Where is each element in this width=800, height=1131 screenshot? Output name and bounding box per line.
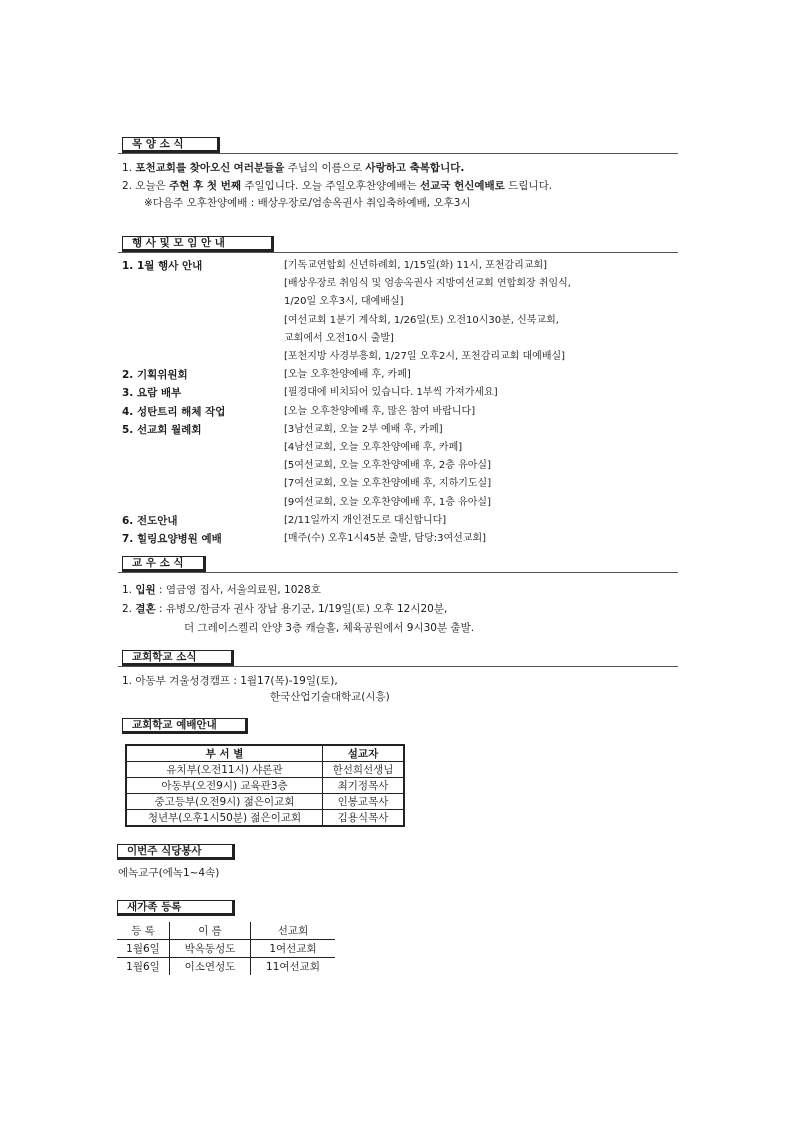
event-label: 4. 성탄트리 해체 작업 [122, 405, 226, 418]
table-header-row [117, 922, 335, 940]
event-detail-line: [7여선교회, 오늘 오후찬양예배 후, 지하기도실] [284, 478, 492, 490]
item-text: : 염금영 집사, 서울의료원, 1028호 [159, 584, 321, 596]
mokyang-note: ※다음주 오후찬양예배 : 배상우장로/엄송옥권사 취임축하예배, 오후3시 [144, 197, 471, 209]
section-rule [118, 572, 678, 573]
table-row [117, 940, 335, 958]
text-bold: 사랑하고 축복합니다. [365, 162, 465, 174]
event-detail-line: [기독교연합회 신년하례회, 1/15일(화) 11시, 포천감리교회] [284, 260, 548, 271]
text-bold: 주현 후 첫 번째 [169, 180, 241, 192]
gyowoo-item-2 [122, 602, 447, 616]
gyowoo-item-1 [122, 583, 321, 597]
item-label: 결혼 [135, 603, 156, 615]
event-detail-line: [2/11일까지 개인전도로 대신합니다] [284, 514, 447, 526]
mokyang-item-2 [122, 179, 552, 193]
table-row [126, 810, 404, 827]
cell-date: 1월6일 [117, 940, 170, 958]
table-header-name: 이 름 [170, 922, 251, 940]
table-row [126, 778, 404, 794]
section-header-worship: 교회학교 예배안내 [122, 718, 248, 734]
item-number: 2. [122, 603, 133, 615]
item-number: 1. [122, 584, 133, 596]
table-row [117, 958, 335, 976]
item-number: 2. [122, 180, 133, 192]
text-bold: 여러분들을 [233, 162, 285, 174]
text: 드립니다. [508, 180, 553, 192]
table-row [126, 794, 404, 810]
event-detail-line: [9여선교회, 오늘 오후찬양예배 후, 1층 유아실] [284, 496, 491, 508]
table-header-group: 선교회 [251, 922, 336, 940]
section-header-school-news: 교회학교 소식 [122, 650, 234, 666]
cell-department: 아동부(오전9시) 교육관3층 [126, 778, 323, 794]
table-header-preacher: 설교자 [323, 745, 405, 762]
cell-date: 1월6일 [126, 961, 160, 973]
school-news-line-2: 한국산업기술대학교(시흥) [270, 691, 390, 703]
event-detail-line: [4남선교회, 오늘 오후찬양예배 후, 카페] [284, 442, 463, 453]
section-rule [118, 666, 678, 667]
section-header-kitchen: 이번주 식당봉사 [117, 844, 235, 860]
section-header-newfamily: 새가족 등록 [117, 900, 235, 916]
mokyang-item-1 [122, 161, 464, 175]
cell-group: 1여선교회 [251, 940, 336, 958]
school-news-line-1: 1. 아동부 겨울성경캠프 : 1월17(목)-19일(토), [122, 675, 338, 687]
section-rule [118, 252, 678, 253]
cell-preacher: 인봉교목사 [323, 794, 405, 810]
event-detail-line: [3남선교회, 오늘 2부 예배 후, 카페] [284, 423, 443, 435]
event-detail-line: [필경대에 비치되어 있습니다. 1부씩 가져가세요] [284, 387, 498, 399]
section-header-gyowoo: 교 우 소 식 [122, 556, 206, 572]
event-label: 7. 힐링요양병원 예배 [122, 533, 222, 545]
event-detail-line: [여선교회 1분기 계삭회, 1/26일(토) 오전10시30분, 신북교회, [284, 314, 559, 326]
table-row [126, 762, 404, 778]
text: 주님의 이름으로 [287, 162, 363, 174]
event-label: 5. 선교회 월례회 [122, 423, 202, 436]
event-detail-line: [5여선교회, 오늘 오후찬양예배 후, 2층 유아실] [284, 460, 491, 472]
table-header-row [126, 745, 404, 762]
event-detail-line: [오늘 오후찬양예배 후, 카페] [284, 369, 411, 381]
newfamily-table [117, 922, 335, 975]
text: 주일입니다. 오늘 주일오후찬양예배는 [244, 180, 417, 192]
section-rule [118, 153, 678, 154]
event-detail-line: [매주(수) 오후1시45분 출발, 담당:3여선교회] [284, 533, 487, 544]
section-header-events: 행 사 및 모 임 안 내 [122, 236, 274, 252]
item-label: 입원 [135, 584, 156, 596]
event-detail-line: 1/20일 오후3시, 대예배실] [284, 296, 404, 308]
cell-department: 유치부(오전11시) 샤론관 [126, 762, 323, 778]
event-detail-line: 교회에서 오전10시 출발] [284, 332, 394, 344]
worship-table [125, 744, 405, 827]
cell-name: 이소연성도 [170, 958, 251, 976]
cell-group: 11여선교회 [251, 958, 336, 976]
table-header-date: 등 록 [117, 922, 170, 940]
cell-preacher: 한선희선생님 [323, 762, 405, 778]
text: 오늘은 [135, 180, 166, 192]
event-label: 1. 1월 행사 안내 [122, 260, 203, 272]
cell-preacher: 최기정목사 [323, 778, 405, 794]
event-label: 2. 기획위원회 [122, 369, 188, 382]
cell-preacher: 김용식목사 [323, 810, 405, 827]
table-header-dept: 부 서 별 [126, 745, 323, 762]
cell-department: 청년부(오후1시50분) 젊은이교회 [126, 810, 323, 827]
cell-department: 중고등부(오전9시) 젊은이교회 [126, 794, 323, 810]
item-number: 1. [122, 162, 133, 174]
event-detail-line: [배상우장로 취임식 및 엄송옥권사 지방여선교회 연합회장 취임식, [284, 278, 571, 290]
cell-name: 박옥동성도 [170, 940, 251, 958]
item-text: : 유병오/한금자 권사 장남 용기군, 1/19일(토) 오후 12시20분, [159, 603, 448, 615]
event-label: 6. 전도안내 [122, 514, 178, 527]
section-header-mokyang: 목 양 소 식 [122, 137, 220, 153]
event-label: 3. 요람 배부 [122, 387, 182, 400]
text-bold: 선교국 헌신예배로 [419, 180, 505, 192]
event-detail-line: [오늘 오후찬양예배 후, 많은 참여 바랍니다] [284, 405, 476, 417]
gyowoo-item-2-cont: 더 그레이스켈리 안양 3층 캐슬홀, 체육공원에서 9시30분 출발. [184, 622, 475, 634]
event-detail-line: [포천지방 사경부흥회, 1/27일 오후2시, 포천감리교회 대예배실] [284, 351, 566, 362]
text-bold: 포천교회를 찾아오신 [135, 162, 231, 174]
kitchen-duty-text: 에녹교구(에녹1~4속) [118, 867, 220, 879]
